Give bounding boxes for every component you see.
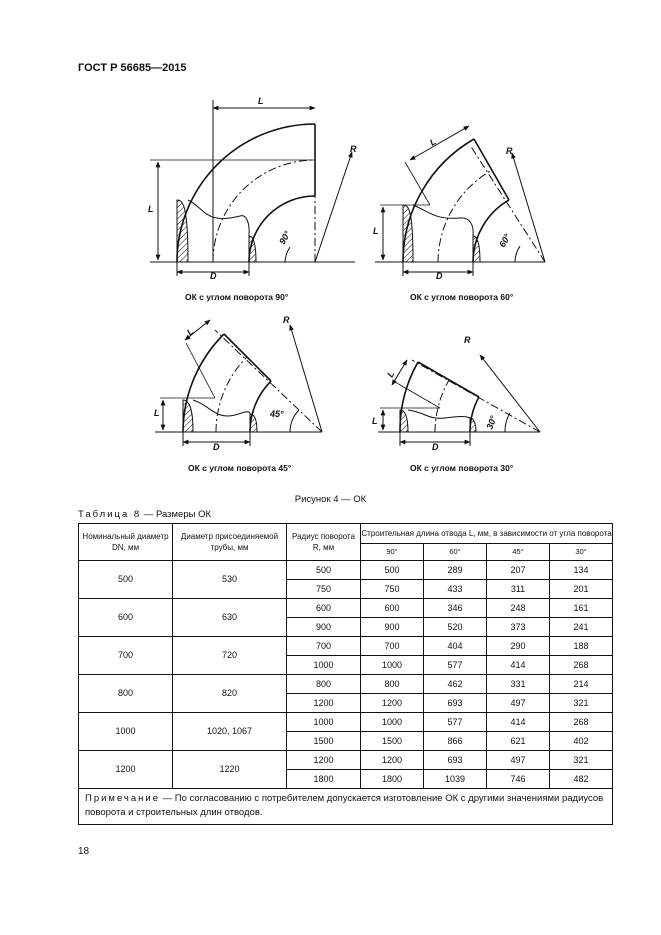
cell-l90: 900	[361, 618, 424, 637]
cell-l45: 207	[487, 561, 550, 580]
elbow-60-label-D: D	[436, 271, 443, 281]
elbow-30-label-D: D	[432, 442, 439, 452]
table-row	[79, 599, 613, 618]
table-note-row	[79, 789, 613, 825]
elbow-45-drawing	[155, 320, 322, 446]
elbow-60-angle: 60°	[497, 232, 513, 249]
cell-l60: 577	[424, 713, 487, 732]
note-text: — По согласованию с потребителем допускается изготовление ОК с другими значениями радиусов поворота и строительных длин отводов.	[85, 793, 604, 818]
table-row	[79, 713, 613, 732]
cell-dn: 1200	[79, 751, 173, 789]
cell-radius: 1500	[287, 732, 361, 751]
cell-pipe: 630	[173, 599, 287, 637]
cell-radius: 1000	[287, 656, 361, 675]
cell-dn: 700	[79, 637, 173, 675]
cell-l45: 497	[487, 694, 550, 713]
cell-radius: 700	[287, 637, 361, 656]
cell-dn: 1000	[79, 713, 173, 751]
cell-l90: 600	[361, 599, 424, 618]
elbow-30-label-L2: L	[372, 416, 378, 426]
cell-l30: 241	[550, 618, 613, 637]
cell-l90: 1000	[361, 656, 424, 675]
cell-dn: 500	[79, 561, 173, 599]
cell-l30: 201	[550, 580, 613, 599]
table-row	[79, 637, 613, 656]
cell-l30: 268	[550, 713, 613, 732]
header-angle-90: 90°	[361, 543, 424, 560]
dimensions-table	[78, 523, 613, 825]
cell-pipe: 1220	[173, 751, 287, 789]
elbow-90-drawing	[150, 100, 355, 276]
document-header: ГОСТ Р 56685—2015	[78, 62, 187, 74]
cell-l90: 700	[361, 637, 424, 656]
elbow-45-caption: ОК с углом поворота 45°	[188, 463, 292, 473]
cell-l30: 214	[550, 675, 613, 694]
cell-l30: 321	[550, 694, 613, 713]
cell-l90: 500	[361, 561, 424, 580]
cell-l45: 414	[487, 656, 550, 675]
header-dn: Номинальный диаметр DN, мм	[79, 524, 173, 561]
cell-pipe: 820	[173, 675, 287, 713]
cell-l90: 1200	[361, 751, 424, 770]
elbow-90-label-R: R	[350, 144, 357, 154]
cell-radius: 750	[287, 580, 361, 599]
cell-l60: 404	[424, 637, 487, 656]
table-row	[79, 561, 613, 580]
cell-l45: 373	[487, 618, 550, 637]
cell-pipe: 1020, 1067	[173, 713, 287, 751]
cell-l30: 482	[550, 770, 613, 789]
cell-l45: 497	[487, 751, 550, 770]
elbow-90-label-D: D	[210, 271, 217, 281]
elbow-90-label-L2: L	[148, 204, 154, 214]
cell-radius: 800	[287, 675, 361, 694]
elbow-60-drawing	[375, 126, 545, 276]
table-title	[78, 509, 211, 520]
table-header-row	[79, 524, 613, 544]
table-body	[79, 561, 613, 789]
cell-l30: 268	[550, 656, 613, 675]
cell-l60: 289	[424, 561, 487, 580]
cell-l60: 1039	[424, 770, 487, 789]
table-row	[79, 751, 613, 770]
cell-l90: 1800	[361, 770, 424, 789]
elbow-45-label-D: D	[213, 442, 220, 452]
cell-l60: 866	[424, 732, 487, 751]
cell-l60: 462	[424, 675, 487, 694]
elbow-45-label-R: R	[283, 315, 290, 325]
cell-l30: 188	[550, 637, 613, 656]
header-angle-60: 60°	[424, 543, 487, 560]
cell-l45: 248	[487, 599, 550, 618]
cell-l60: 520	[424, 618, 487, 637]
cell-radius: 500	[287, 561, 361, 580]
elbow-45-angle: 45°	[270, 409, 284, 419]
cell-radius: 1200	[287, 751, 361, 770]
cell-l45: 414	[487, 713, 550, 732]
cell-l45: 621	[487, 732, 550, 751]
cell-radius: 1800	[287, 770, 361, 789]
cell-l90: 1200	[361, 694, 424, 713]
header-angle-45: 45°	[487, 543, 550, 560]
elbow-60-label-R: R	[506, 146, 513, 156]
table-title-prefix: Таблица 8	[78, 509, 142, 520]
header-length: Строительная длина отвода L, мм, в зависимости от угла поворота	[361, 524, 613, 544]
table-title-rest: — Размеры ОК	[141, 509, 211, 520]
header-pipe: Диаметр присоединяемой трубы, мм	[173, 524, 287, 561]
cell-l90: 1500	[361, 732, 424, 751]
cell-l45: 290	[487, 637, 550, 656]
page-number: 18	[78, 846, 90, 857]
cell-l60: 433	[424, 580, 487, 599]
elbow-90-label-L: L	[258, 96, 264, 106]
cell-l60: 693	[424, 694, 487, 713]
cell-dn: 800	[79, 675, 173, 713]
cell-l45: 746	[487, 770, 550, 789]
cell-l90: 750	[361, 580, 424, 599]
elbow-30-angle: 30°	[484, 414, 499, 431]
cell-l30: 402	[550, 732, 613, 751]
cell-l30: 134	[550, 561, 613, 580]
cell-l45: 331	[487, 675, 550, 694]
elbow-60-caption: ОК с углом поворота 60°	[410, 292, 514, 302]
elbow-60-label-L2: L	[373, 226, 379, 236]
cell-l30: 161	[550, 599, 613, 618]
elbow-60-label-L: L	[428, 136, 438, 148]
header-radius: Радиус поворота R, мм	[287, 524, 361, 561]
cell-l30: 321	[550, 751, 613, 770]
elbow-30-label-L: L	[385, 369, 397, 379]
cell-l90: 800	[361, 675, 424, 694]
cell-radius: 600	[287, 599, 361, 618]
cell-l90: 1000	[361, 713, 424, 732]
cell-dn: 600	[79, 599, 173, 637]
cell-pipe: 530	[173, 561, 287, 599]
elbow-90-angle: 90°	[277, 229, 293, 246]
figure-caption: Рисунок 4 — ОК	[294, 494, 367, 505]
table-note	[79, 789, 613, 825]
elbow-30-label-R: R	[464, 335, 471, 345]
cell-pipe: 720	[173, 637, 287, 675]
cell-radius: 1200	[287, 694, 361, 713]
cell-l60: 577	[424, 656, 487, 675]
elbow-30-drawing	[378, 355, 540, 446]
table-row	[79, 675, 613, 694]
elbow-45-label-L: L	[184, 326, 196, 338]
cell-l60: 346	[424, 599, 487, 618]
cell-l45: 311	[487, 580, 550, 599]
elbow-45-label-L2: L	[154, 408, 160, 418]
note-label: Примечание	[85, 793, 160, 804]
elbow-90-caption: ОК с углом поворота 90°	[185, 292, 289, 302]
cell-radius: 1000	[287, 713, 361, 732]
elbow-30-caption: ОК с углом поворота 30°	[410, 463, 514, 473]
header-angle-30: 30°	[550, 543, 613, 560]
cell-l60: 693	[424, 751, 487, 770]
cell-radius: 900	[287, 618, 361, 637]
